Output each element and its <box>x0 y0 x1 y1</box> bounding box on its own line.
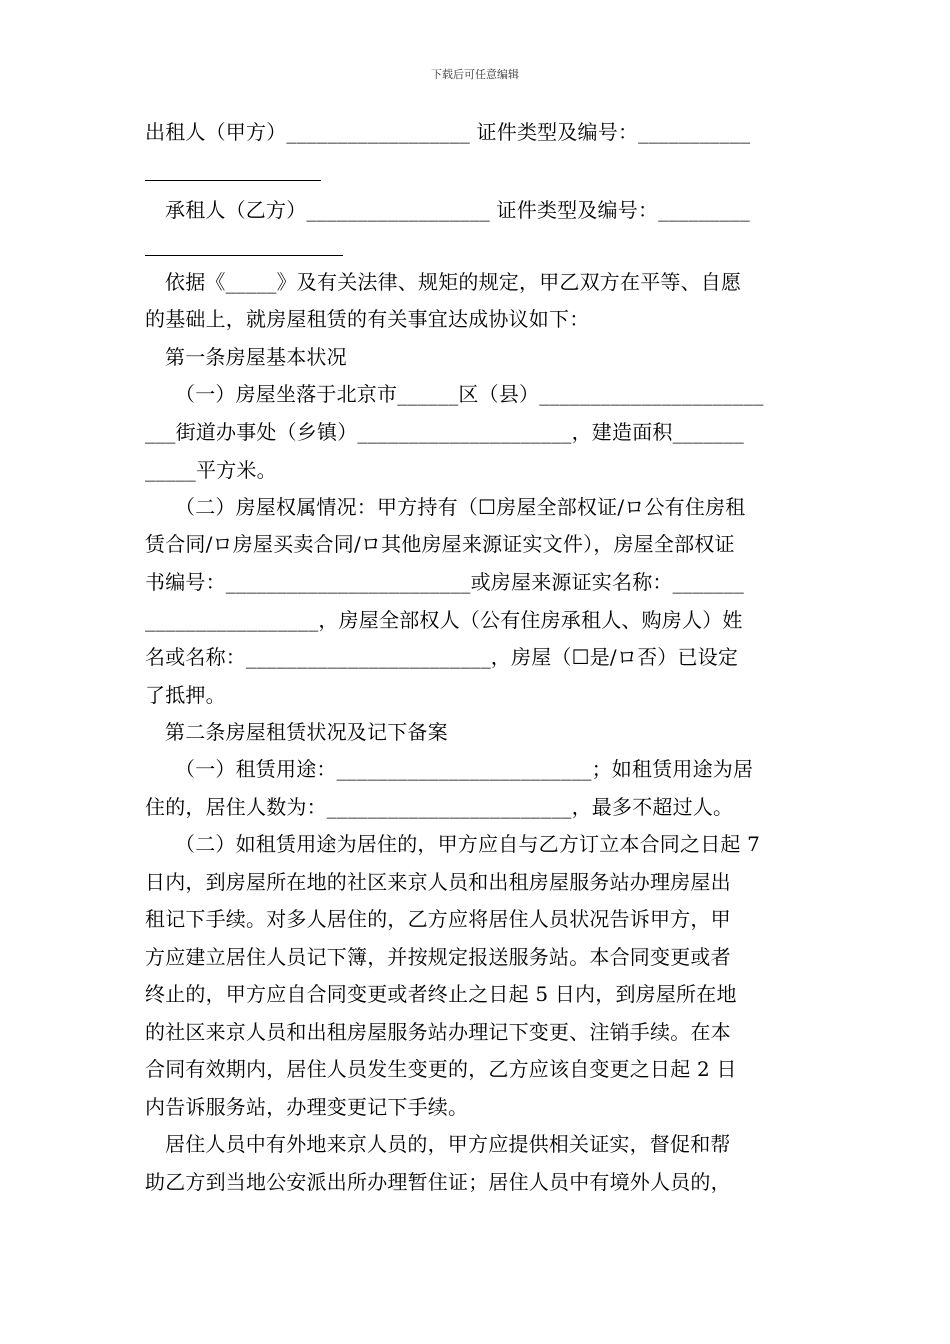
article-1-heading: 第一条房屋基本状况 <box>165 345 347 369</box>
lessee-line: 承租人（乙方）__________________ 证件类型及编号：_________ <box>165 198 750 222</box>
residents-paragraph-line-1: 居住人员中有外地来京人员的，甲方应提供相关证实，督促和帮 <box>165 1132 731 1156</box>
article-1-item-1-line-3: _____平方米。 <box>145 458 277 482</box>
intro-paragraph-line-2: 的基础上，就房屋租赁的有关事宜达成协议如下： <box>145 307 590 331</box>
residents-paragraph-line-2: 助乙方到当地公安派出所办理暂住证；居住人员中有境外人员的， <box>145 1170 731 1194</box>
article-2-item-2-line-3: 租记下手续。对多人居住的，乙方应将居住人员状况告诉甲方，甲 <box>145 907 731 931</box>
article-2-item-2-line-5: 终止的，甲方应自合同变更或者终止之日起 5 日内，到房屋所在地 <box>145 982 737 1006</box>
article-2-item-1-line-2: 住的，居住人数为：________________________，最多不超过人。 <box>145 795 734 819</box>
article-2-item-2-line-2: 日内，到房屋所在地的社区来京人员和出租房屋服务站办理房屋出 <box>145 870 731 894</box>
article-2-item-2-line-8: 内告诉服务站，办理变更记下手续。 <box>145 1095 469 1119</box>
article-2-item-2-line-7: 合同有效期内，居住人员发生变更的，乙方应该自变更之日起 2 日 <box>145 1057 737 1081</box>
intro-paragraph-line-1: 依据《_____》及有关法律、规矩的规定，甲乙双方在平等、自愿 <box>165 270 742 294</box>
article-1-item-2-line-3: 书编号：________________________或房屋来源证实名称：_______ <box>145 570 744 594</box>
article-1-item-2-line-2: 赁合同/ロ房屋买卖合同/ロ其他房屋来源证实文件），房屋全部权证 <box>145 532 735 556</box>
article-1-item-2-line-6: 了抵押。 <box>145 683 226 707</box>
header-note: 下载后可任意编辑 <box>431 68 519 81</box>
article-1-item-2-line-4: _________________，房屋全部权人（公有住房承租人、购房人）姓 <box>145 608 743 632</box>
article-1-item-1-line-1: （一）房屋坐落于北京市______区（县）______________________ <box>175 382 764 406</box>
article-2-item-2-line-6: 的社区来京人员和出租房屋服务站办理记下变更、注销手续。在本 <box>145 1020 731 1044</box>
lessor-id-continuation-blank <box>145 180 321 181</box>
article-2-heading: 第二条房屋租赁状况及记下备案 <box>165 720 448 744</box>
article-1-item-2-line-1: （二）房屋权属情况：甲方持有（☐房屋全部权证/ロ公有住房租 <box>175 495 746 519</box>
article-1-item-1-line-2: ___街道办事处（乡镇）_____________________，建造面积_______ <box>145 420 744 444</box>
article-2-item-1-line-1: （一）租赁用途：_________________________；如租赁用途为居 <box>175 757 754 781</box>
article-2-item-2-line-1: （二）如租赁用途为居住的，甲方应自与乙方订立本合同之日起 7 <box>175 832 761 856</box>
lessor-line: 出租人（甲方）__________________ 证件类型及编号：___________ <box>145 120 751 144</box>
article-2-item-2-line-4: 方应建立居住人员记下簿，并按规定报送服务站。本合同变更或者 <box>145 945 731 969</box>
article-1-item-2-line-5: 名或名称：________________________，房屋（☐是/ロ否）已设定 <box>145 645 739 669</box>
lessee-id-continuation-blank <box>145 255 343 256</box>
